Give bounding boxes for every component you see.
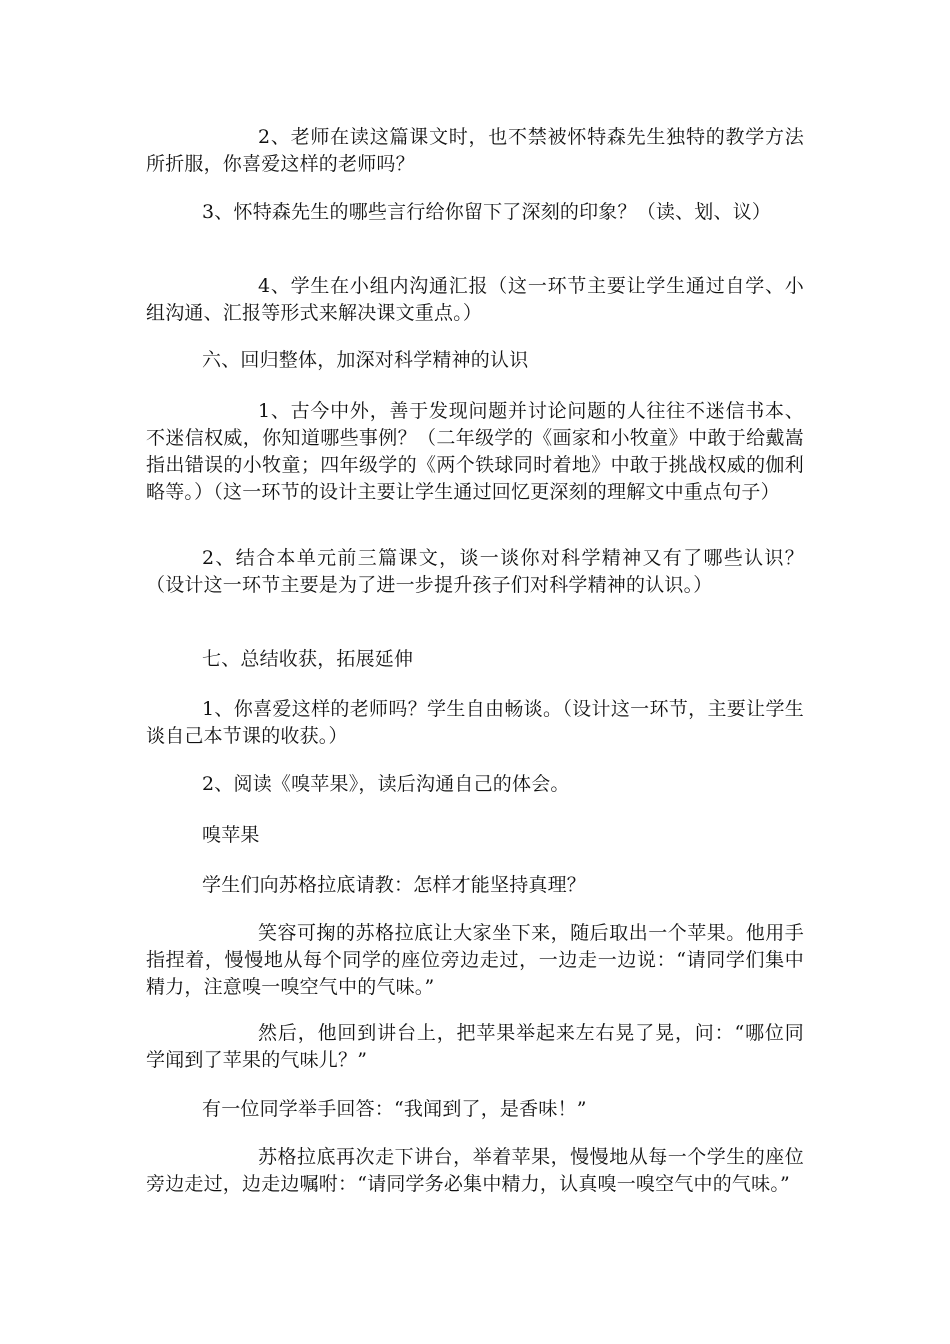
- story-paragraph-5: 苏格拉底再次走下讲台，举着苹果，慢慢地从每一个学生的座位旁边走过，边走边嘱咐：“请同学务必集中精力，认真嗅一嗅空气中的气味。”: [146, 1146, 804, 1195]
- paragraph-teacher-method: 2、老师在读这篇课文时，也不禁被怀特森先生独特的教学方法所折服，你喜爱这样的老师吗？: [146, 126, 804, 175]
- paragraph-examples: 1、古今中外，善于发现问题并讨论问题的人往往不迷信书本、不迷信权威，你知道哪些事例？（二年级学的《画家和小牧童》中敢于给戴嵩指出错误的小牧童；四年级学的《两个铁球同时着地》中敢于挑战权威的伽利略等。）（这一环节的设计主要让学生通过回忆更深刻的理解文中重点句子）: [146, 400, 804, 503]
- section-heading-7: 七、总结收获，拓展延伸: [202, 648, 414, 670]
- paragraph-impression: 3、怀特森先生的哪些言行给你留下了深刻的印象？（读、划、议）: [202, 201, 772, 223]
- paragraph-science-spirit: 2、结合本单元前三篇课文，谈一谈你对科学精神又有了哪些认识？（设计这一环节主要是为了进一步提升孩子们对科学精神的认识。）: [146, 547, 804, 596]
- paragraph-group-report: 4、学生在小组内沟通汇报（这一环节主要让学生通过自学、小组沟通、汇报等形式来解决课文重点。）: [146, 275, 804, 324]
- section-heading-6: 六、回归整体，加深对科学精神的认识: [202, 349, 529, 371]
- story-paragraph-3: 然后，他回到讲台上，把苹果举起来左右晃了晃，问：“哪位同学闻到了苹果的气味儿？”: [146, 1022, 804, 1071]
- story-paragraph-4: 有一位同学举手回答：“我闻到了，是香味！”: [202, 1098, 587, 1120]
- story-paragraph-1: 学生们向苏格拉底请教：怎样才能坚持真理？: [202, 874, 587, 896]
- story-title: 嗅苹果: [202, 824, 260, 846]
- paragraph-reading: 2、阅读《嗅苹果》，读后沟通自己的体会。: [202, 773, 570, 795]
- story-paragraph-2: 笑容可掬的苏格拉底让大家坐下来，随后取出一个苹果。他用手指捏着，慢慢地从每个同学的座位旁边走过，一边走一边说：“请同学们集中精力，注意嗅一嗅空气中的气味。”: [146, 922, 804, 998]
- paragraph-summary: 1、你喜爱这样的老师吗？学生自由畅谈。（设计这一环节，主要让学生谈自己本节课的收获。）: [146, 698, 804, 747]
